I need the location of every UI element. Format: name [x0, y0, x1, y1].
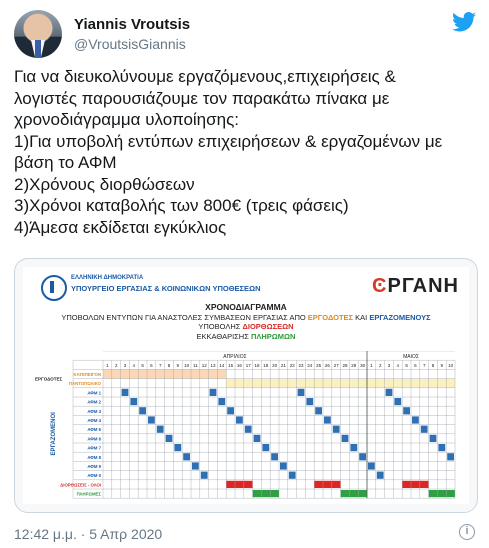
- payment-cell: [270, 490, 279, 497]
- afm-cell: [227, 407, 234, 414]
- day-label: 8: [167, 362, 171, 368]
- day-label: 9: [176, 362, 180, 368]
- day-label: 10: [448, 362, 454, 368]
- day-label: 21: [280, 362, 286, 368]
- schedule-line-payments: ΕΚΚΑΘΑΡΙΣΗΣ ΠΛΗΡΩΜΩΝ: [196, 331, 296, 341]
- afm-cell: [342, 435, 349, 442]
- row-label: ΠΑΝΤΟΠΩΛΙΚΟ: [68, 381, 101, 387]
- schedule-subtitle: ΥΠΟΒΟΛΩΝ ΕΝΤΥΠΩΝ ΓΙΑ ΑΝΑΣΤΟΛΕΣ ΣΥΜΒΑΣΕΩΝ ΕΡΓΑΣΙΑΣ ΑΠΟ ΕΡΓΟΔΟΤΕΣ ΚΑΙ ΕΡΓΑΖΟΜΕΝΟΥΣ: [61, 312, 431, 322]
- day-label: 22: [289, 362, 295, 368]
- day-label: 25: [316, 362, 322, 368]
- day-label: 2: [378, 362, 382, 368]
- info-icon[interactable]: i: [459, 524, 475, 540]
- ergani-logo: ϾΡΓΑΝΗ: [372, 275, 459, 297]
- day-label: 6: [150, 362, 153, 368]
- afm-cell: [236, 416, 243, 423]
- author-name[interactable]: Yiannis Vroutsis: [74, 16, 191, 33]
- day-label: 5: [405, 362, 408, 368]
- author-handle[interactable]: @VroutsisGiannis: [74, 36, 186, 52]
- afm-cell: [377, 472, 384, 479]
- afm-cell: [201, 472, 208, 479]
- day-label: 27: [333, 362, 339, 368]
- day-label: 2: [114, 362, 118, 368]
- row-label: ΔΙΟΡΘΩΣΕΙΣ - ΟΛΟΙ: [60, 482, 101, 488]
- day-label: 16: [236, 362, 242, 368]
- correction-cell: [332, 481, 341, 488]
- payment-cell: [349, 490, 358, 497]
- afm-cell: [192, 462, 199, 469]
- day-label: 7: [158, 362, 162, 368]
- row-label: ΑΦΜ 1: [87, 390, 101, 396]
- employers-group-label: ΕΡΓΟΔΟΤΕΣ: [35, 376, 63, 382]
- schedule-line-corrections: ΥΠΟΒΟΛΗΣ ΔΙΟΡΘΩΣΕΩΝ: [198, 322, 294, 331]
- afm-cell: [148, 416, 155, 423]
- afm-cell: [254, 435, 261, 442]
- day-label: 28: [342, 362, 348, 368]
- afm-cell: [438, 444, 445, 451]
- avatar[interactable]: [14, 10, 62, 58]
- day-label: 15: [228, 362, 234, 368]
- day-label: 19: [263, 362, 269, 368]
- day-label: 3: [387, 362, 391, 368]
- correction-cell: [411, 481, 420, 488]
- afm-cell: [174, 444, 181, 451]
- correction-cell: [420, 481, 429, 488]
- afm-cell: [298, 389, 305, 396]
- schedule-grid: [33, 351, 459, 501]
- afm-cell: [183, 453, 190, 460]
- afm-cell: [157, 426, 164, 433]
- row-label: ΑΦΜ 6: [87, 436, 101, 442]
- day-label: 5: [141, 362, 144, 368]
- payment-cell: [253, 490, 262, 497]
- twitter-bird-icon[interactable]: [452, 12, 476, 32]
- day-label: 13: [210, 362, 216, 368]
- payment-cell: [358, 490, 367, 497]
- day-label: 3: [123, 362, 127, 368]
- payment-cell: [446, 490, 455, 497]
- day-label: 20: [272, 362, 278, 368]
- tweet-text: Για να διευκολύνουμε εργαζόμενους,επιχειρήσεις & λογιστές παρουσιάζουμε τον παρακάτω πίνακα με χρονοδιάγραμμα υλοποίησης: 1)Για υποβολή εντύπων επιχειρήσεων & εργαζομένων με βάση το ΑΦΜ 2)Χρόνους διορθώσεων 3)Χρόνοι καταβολής των 800€ (τρεις φάσεις) 4)Άμεσα εκδίδεται εγκύκλιος: [14, 67, 443, 237]
- day-label: 1: [106, 362, 109, 368]
- payment-cell: [341, 490, 350, 497]
- afm-cell: [333, 426, 340, 433]
- afm-cell: [403, 407, 410, 414]
- row-label: ΠΛΗΡΩΜΕΣ: [76, 491, 101, 497]
- day-label: 30: [360, 362, 366, 368]
- afm-cell: [421, 426, 428, 433]
- month-may-label: ΜΑΙΟΣ: [403, 354, 419, 360]
- tweet-timestamp[interactable]: 12:42 μ.μ. · 5 Απρ 2020: [14, 526, 163, 542]
- payment-cell: [429, 490, 438, 497]
- day-label: 29: [351, 362, 357, 368]
- afm-cell: [289, 472, 296, 479]
- payment-cell: [437, 490, 446, 497]
- correction-cell: [323, 481, 332, 488]
- row-label: ΑΦΜ 2: [87, 399, 101, 405]
- day-label: 6: [414, 362, 417, 368]
- day-label: 7: [422, 362, 426, 368]
- afm-cell: [280, 462, 287, 469]
- afm-cell: [359, 453, 366, 460]
- correction-cell: [314, 481, 323, 488]
- employees-group-label: ΕΡΓΑΖΟΜΕΝΟΙ: [51, 412, 57, 456]
- tweet-media[interactable]: [14, 258, 478, 513]
- schedule-image: [23, 267, 469, 504]
- afm-cell: [245, 426, 252, 433]
- row-label: ΑΦΜ 7: [87, 445, 101, 451]
- day-label: 23: [298, 362, 304, 368]
- day-label: 12: [201, 362, 207, 368]
- afm-cell: [394, 398, 401, 405]
- day-label: 24: [307, 362, 313, 368]
- row-label: ΑΦΜ 9: [87, 464, 101, 469]
- afm-cell: [386, 389, 393, 396]
- day-label: 1: [370, 362, 373, 368]
- day-label: 8: [431, 362, 435, 368]
- afm-cell: [306, 398, 313, 405]
- afm-cell: [412, 416, 419, 423]
- row-label: ΑΦΜ 5: [87, 427, 101, 433]
- ministry-name: ΥΠΟΥΡΓΕΙΟ ΕΡΓΑΣΙΑΣ & ΚΟΙΝΩΝΙΚΩΝ ΥΠΟΘΕΣΕΩΝ: [71, 284, 261, 293]
- day-label: 18: [254, 362, 260, 368]
- afm-cell: [122, 389, 129, 396]
- avatar-tie: [35, 40, 41, 58]
- payment-cell: [261, 490, 270, 497]
- day-label: 17: [245, 362, 251, 368]
- row-label: ΑΦΜ 4: [87, 418, 101, 423]
- row-label: ΚΑΤΕΠΕΙΓΟΝ: [73, 372, 101, 377]
- day-label: 9: [440, 362, 444, 368]
- day-label: 14: [219, 362, 225, 368]
- afm-cell: [447, 453, 454, 460]
- correction-cell: [402, 481, 411, 488]
- afm-cell: [139, 407, 146, 414]
- schedule-titles: [23, 303, 469, 341]
- afm-cell: [130, 398, 137, 405]
- correction-cell: [235, 481, 244, 488]
- ministry-small-text: ΕΛΛΗΝΙΚΗ ΔΗΜΟΚΡΑΤΙΑ: [71, 275, 144, 281]
- afm-cell: [368, 462, 375, 469]
- tweet-header: [14, 10, 476, 60]
- correction-cell: [226, 481, 235, 488]
- ministry-emblem-icon: [41, 275, 67, 301]
- afm-cell: [210, 389, 217, 396]
- afm-cell: [430, 435, 437, 442]
- afm-cell: [324, 416, 331, 423]
- afm-cell: [218, 398, 225, 405]
- day-label: 4: [396, 362, 400, 368]
- month-april-label: ΑΠΡΙΛΙΟΣ: [223, 354, 247, 360]
- afm-cell: [166, 435, 173, 442]
- afm-cell: [350, 444, 357, 451]
- row-label: ΑΦΜ 8: [87, 454, 101, 460]
- afm-cell: [262, 444, 269, 451]
- afm-cell: [271, 453, 278, 460]
- schedule-title: ΧΡΟΝΟΔΙΑΓΡΑΜΜΑ: [205, 302, 287, 312]
- day-label: 26: [324, 362, 330, 368]
- row-label: ΑΦΜ 3: [87, 408, 101, 414]
- correction-cell: [244, 481, 253, 488]
- day-label: 4: [132, 362, 136, 368]
- afm-cell: [315, 407, 322, 414]
- day-label: 10: [184, 362, 190, 368]
- day-label: 11: [193, 362, 198, 368]
- row-label: ΑΦΜ 0: [87, 473, 101, 479]
